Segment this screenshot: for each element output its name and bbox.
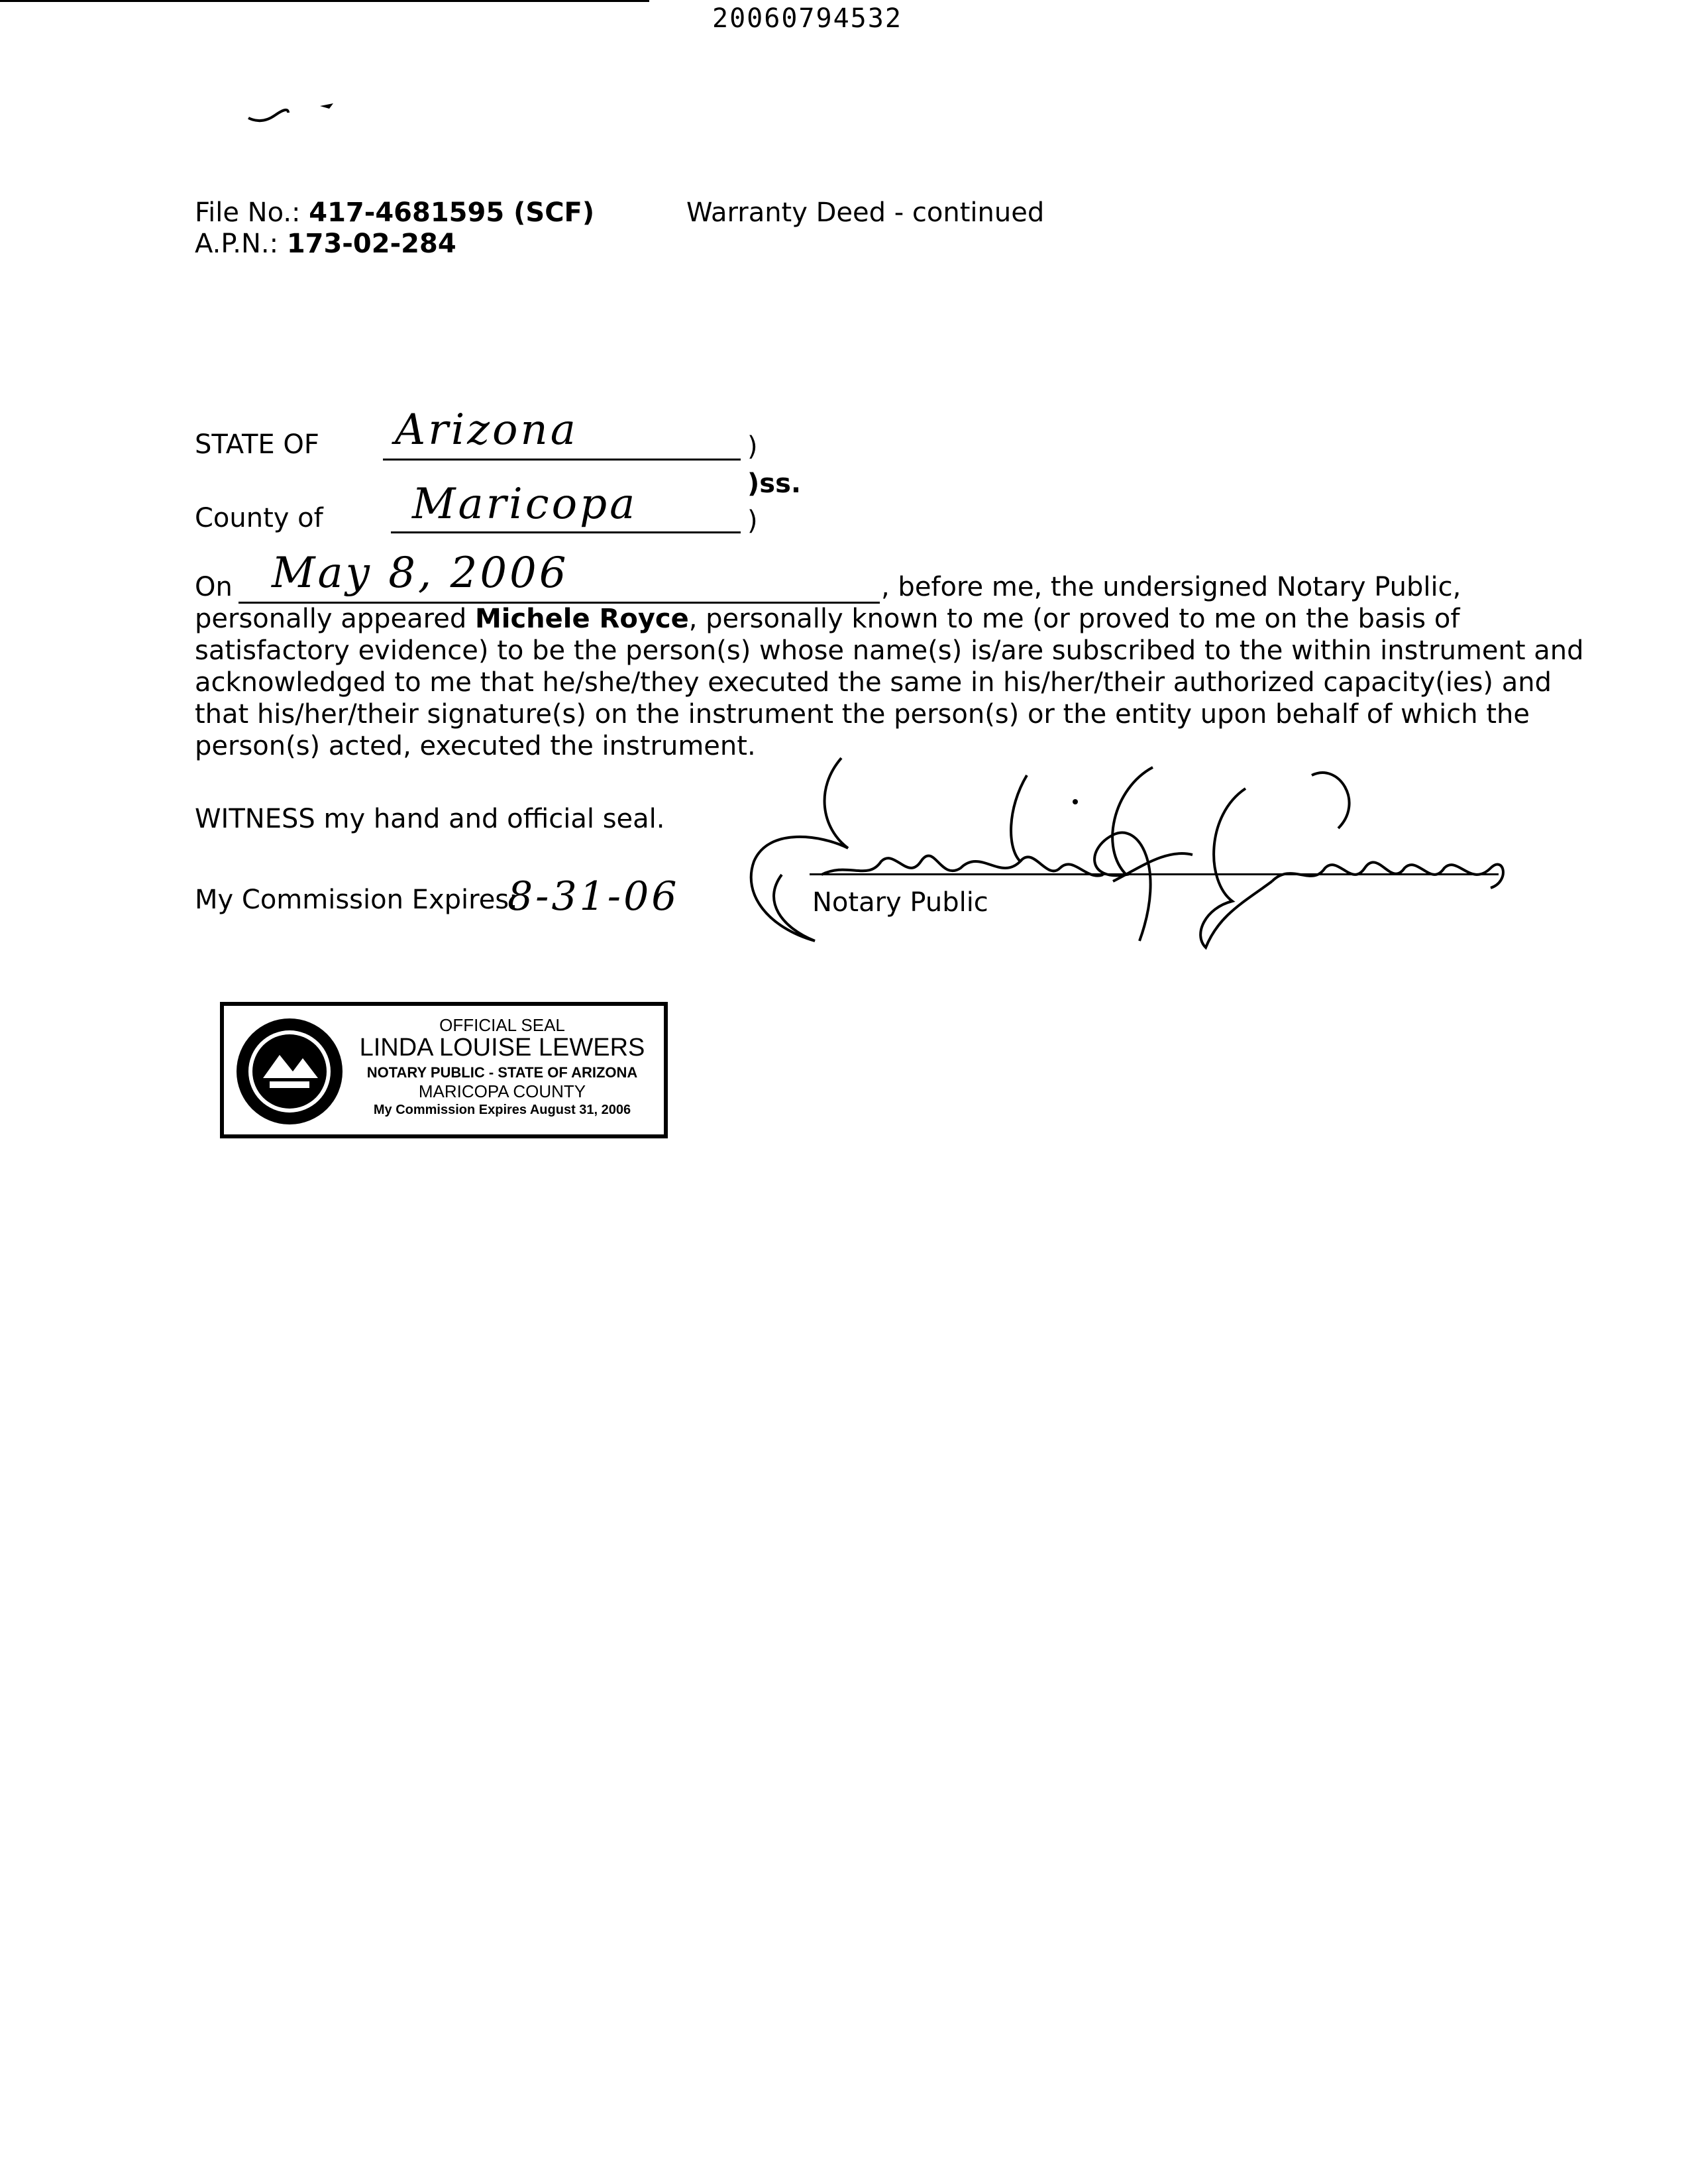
county-label: County of (195, 503, 323, 533)
venue-paren-2: ) (747, 506, 758, 536)
venue-paren-1: ) (747, 431, 758, 462)
ack-line-4: acknowledged to me that he/she/they executed the same in his/her/their authorized capacity(ies) and (195, 667, 1552, 698)
seal-line-2: LINDA LOUISE LEWERS (359, 1034, 645, 1062)
seal-line-4: MARICOPA COUNTY (418, 1081, 586, 1101)
appeared-person-name: Michele Royce (474, 604, 689, 634)
commission-handwritten-value: 8-31-06 (507, 873, 680, 920)
witness-statement: WITNESS my hand and official seal. (195, 804, 665, 834)
ack-line-5: that his/her/their signature(s) on the instrument the person(s) or the entity upon behalf of which the (195, 699, 1530, 730)
ack-line-1-rest: , before me, the undersigned Notary Public, (881, 572, 1461, 602)
ack-line-3: satisfactory evidence) to be the person(s) whose name(s) is/are subscribed to the within instrument and (195, 635, 1584, 666)
commission-label: My Commission Expires: (195, 885, 518, 915)
recording-number: 20060794532 (712, 3, 902, 34)
notary-signature-icon (742, 749, 1524, 967)
ack-line-6: person(s) acted, executed the instrument. (195, 731, 756, 761)
scan-mark-icon (242, 93, 348, 133)
seal-line-3: NOTARY PUBLIC - STATE OF ARIZONA (366, 1064, 638, 1081)
seal-line-1: OFFICIAL SEAL (439, 1015, 565, 1035)
document-title: Warranty Deed - continued (686, 197, 1045, 228)
venue-ss: )ss. (747, 468, 802, 499)
on-label: On (195, 572, 233, 602)
ack-line-2-post: , personally known to me (or proved to me on the basis of (688, 604, 1460, 634)
apn-label: A.P.N.: (195, 229, 279, 259)
ack-line-2-pre: personally appeared (195, 604, 475, 634)
arizona-state-seal-icon (233, 1015, 346, 1128)
official-seal-stamp (220, 1002, 668, 1138)
county-handwritten-value: Maricopa (412, 480, 638, 529)
apn-value: 173-02-284 (286, 229, 456, 259)
notary-public-label: Notary Public (812, 887, 988, 918)
ack-line-2 (195, 603, 1459, 635)
file-number-label: File No.: (195, 197, 301, 228)
state-handwritten-value: Arizona (395, 406, 578, 455)
top-border-line (0, 0, 649, 2)
ack-date-row (195, 571, 233, 603)
seal-line-5: My Commission Expires August 31, 2006 (373, 1103, 631, 1117)
state-label: STATE OF (195, 429, 319, 460)
date-handwritten-value: May 8, 2006 (272, 549, 569, 598)
file-number-row (195, 197, 594, 229)
file-number-value: 417-4681595 (SCF) (309, 197, 595, 228)
apn-row (195, 228, 456, 260)
